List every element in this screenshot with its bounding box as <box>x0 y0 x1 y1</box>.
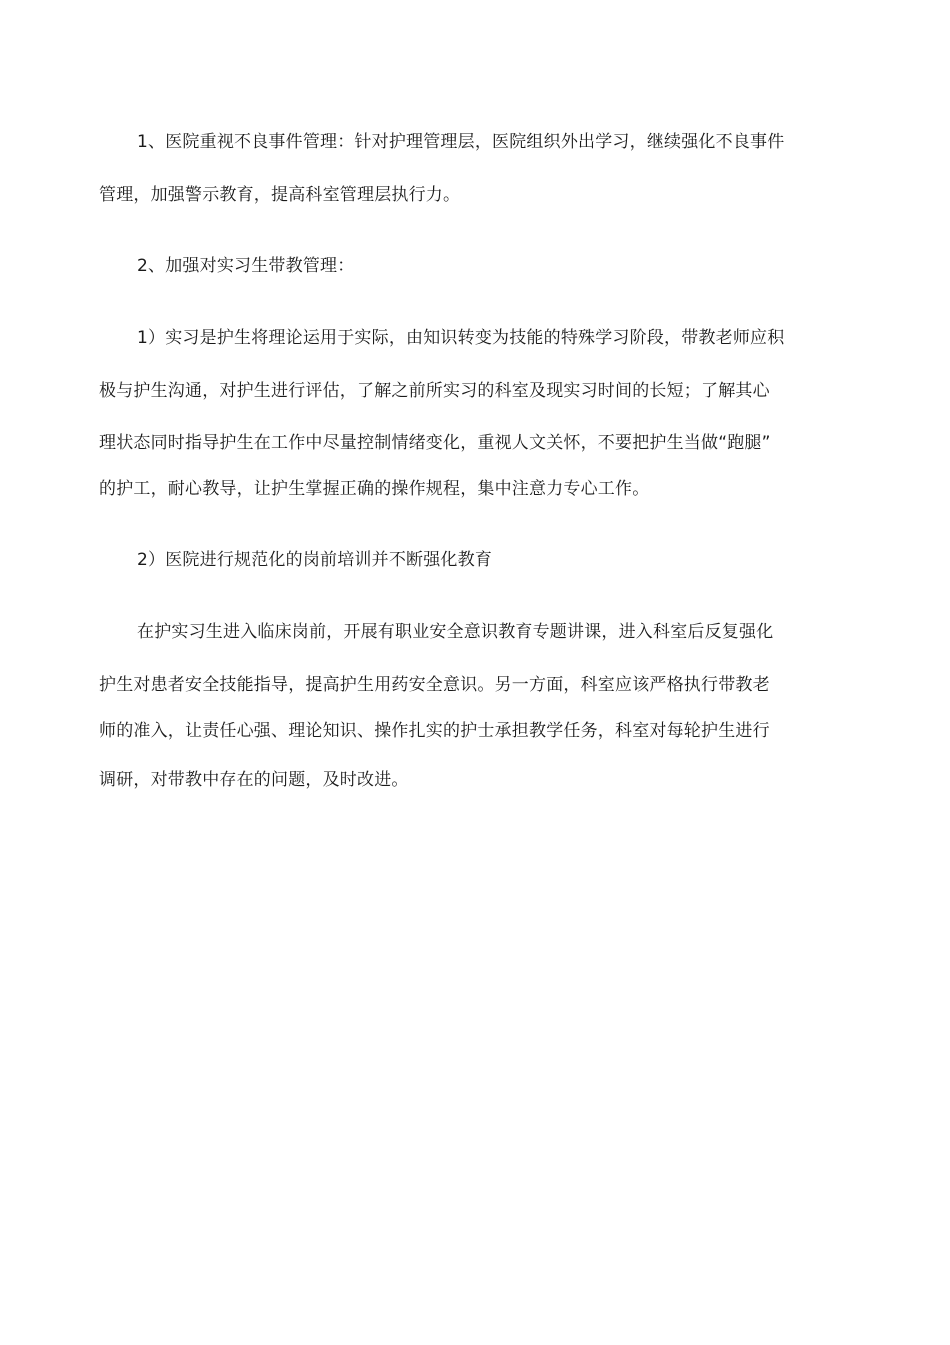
paragraph-1-line-1: 1、医院重视不良事件管理：针对护理管理层，医院组织外出学习，继续强化不良事件 <box>137 132 785 152</box>
paragraph-3-line-4: 的护工，耐心教导，让护生掌握正确的操作规程，集中注意力专心工作。 <box>99 479 650 499</box>
paragraph-1-line-2: 管理，加强警示教育，提高科室管理层执行力。 <box>99 185 461 205</box>
paragraph-5-line-1: 在护实习生进入临床岗前，开展有职业安全意识教育专题讲课，进入科室后反复强化 <box>137 622 774 642</box>
paragraph-3-line-2: 极与护生沟通，对护生进行评估，了解之前所实习的科室及现实习时间的长短；了解其心 <box>99 381 770 401</box>
paragraph-3-line-1: 1）实习是护生将理论运用于实际，由知识转变为技能的特殊学习阶段，带教老师应积 <box>137 328 785 348</box>
paragraph-3-line-3: 理状态同时指导护生在工作中尽量控制情绪变化，重视人文关怀，不要把护生当做“跑腿” <box>99 433 771 453</box>
paragraph-5-line-4: 调研，对带教中存在的问题，及时改进。 <box>99 770 409 790</box>
paragraph-5-line-2: 护生对患者安全技能指导，提高护生用药安全意识。另一方面，科室应该严格执行带教老 <box>99 675 770 695</box>
paragraph-2-heading: 2、加强对实习生带教管理： <box>137 256 355 276</box>
paragraph-5-line-3: 师的准入，让责任心强、理论知识、操作扎实的护士承担教学任务，科室对每轮护生进行 <box>99 721 770 741</box>
paragraph-4-heading: 2）医院进行规范化的岗前培训并不断强化教育 <box>137 550 493 570</box>
